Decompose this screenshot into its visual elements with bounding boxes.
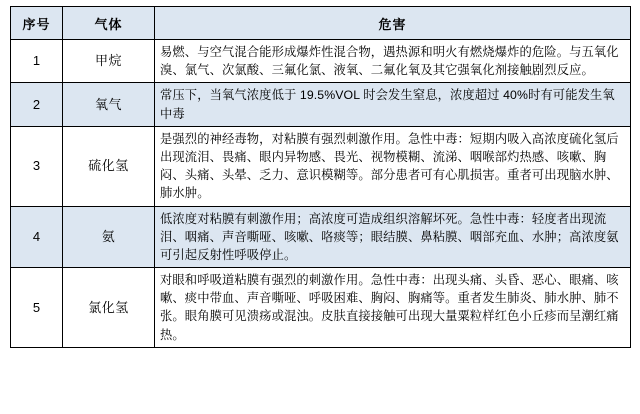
- cell-harm: 易燃、与空气混合能形成爆炸性混合物，遇热源和明火有燃烧爆炸的危险。与五氧化溴、氯气、次氯酸、三氟化氯、液氧、二氟化氧及其它强氧化剂接触剧烈反应。: [155, 40, 631, 83]
- table-header: [11, 7, 631, 40]
- cell-gas: 甲烷: [63, 40, 155, 83]
- table-row: [11, 206, 631, 268]
- cell-no: 3: [11, 126, 63, 206]
- table-header-row: [11, 7, 631, 40]
- column-header-harm: 危害: [155, 7, 631, 40]
- cell-no: 1: [11, 40, 63, 83]
- cell-gas: 硫化氢: [63, 126, 155, 206]
- column-header-gas: 气体: [63, 7, 155, 40]
- cell-harm: 低浓度对粘膜有刺激作用；高浓度可造成组织溶解坏死。急性中毒：轻度者出现流泪、咽痛、声音嘶哑、咳嗽、咯痰等；眼结膜、鼻粘膜、咽部充血、水肿；高浓度氨可引起反射性呼吸停止。: [155, 206, 631, 268]
- table-row: [11, 268, 631, 348]
- cell-harm: 是强烈的神经毒物，对粘膜有强烈刺激作用。急性中毒：短期内吸入高浓度硫化氢后出现流泪、畏痛、眼内异物感、畏光、视物模糊、流涕、咽喉部灼热感、咳嗽、胸闷、头痛、头晕、乏力、意识模糊等。部分患者可有心肌损害。重者可出现脑水肿、肺水肿。: [155, 126, 631, 206]
- table-body: [11, 40, 631, 348]
- column-header-no: 序号: [11, 7, 63, 40]
- table-row: [11, 40, 631, 83]
- table-row: [11, 126, 631, 206]
- gas-hazard-table: [10, 6, 631, 348]
- cell-no: 4: [11, 206, 63, 268]
- cell-gas: 氨: [63, 206, 155, 268]
- cell-no: 5: [11, 268, 63, 348]
- cell-gas: 氧气: [63, 83, 155, 126]
- table-row: [11, 83, 631, 126]
- cell-harm: 常压下，当氧气浓度低于 19.5%VOL 时会发生窒息，浓度超过 40%时有可能发生氧中毒: [155, 83, 631, 126]
- cell-gas: 氯化氢: [63, 268, 155, 348]
- cell-no: 2: [11, 83, 63, 126]
- cell-harm: 对眼和呼吸道粘膜有强烈的刺激作用。急性中毒：出现头痛、头昏、恶心、眼痛、咳嗽、痰中带血、声音嘶哑、呼吸困难、胸闷、胸痛等。重者发生肺炎、肺水肿、肺不张。眼角膜可见溃疡或混浊。皮肤直接接触可出现大量粟粒样红色小丘疹而呈潮红痛热。: [155, 268, 631, 348]
